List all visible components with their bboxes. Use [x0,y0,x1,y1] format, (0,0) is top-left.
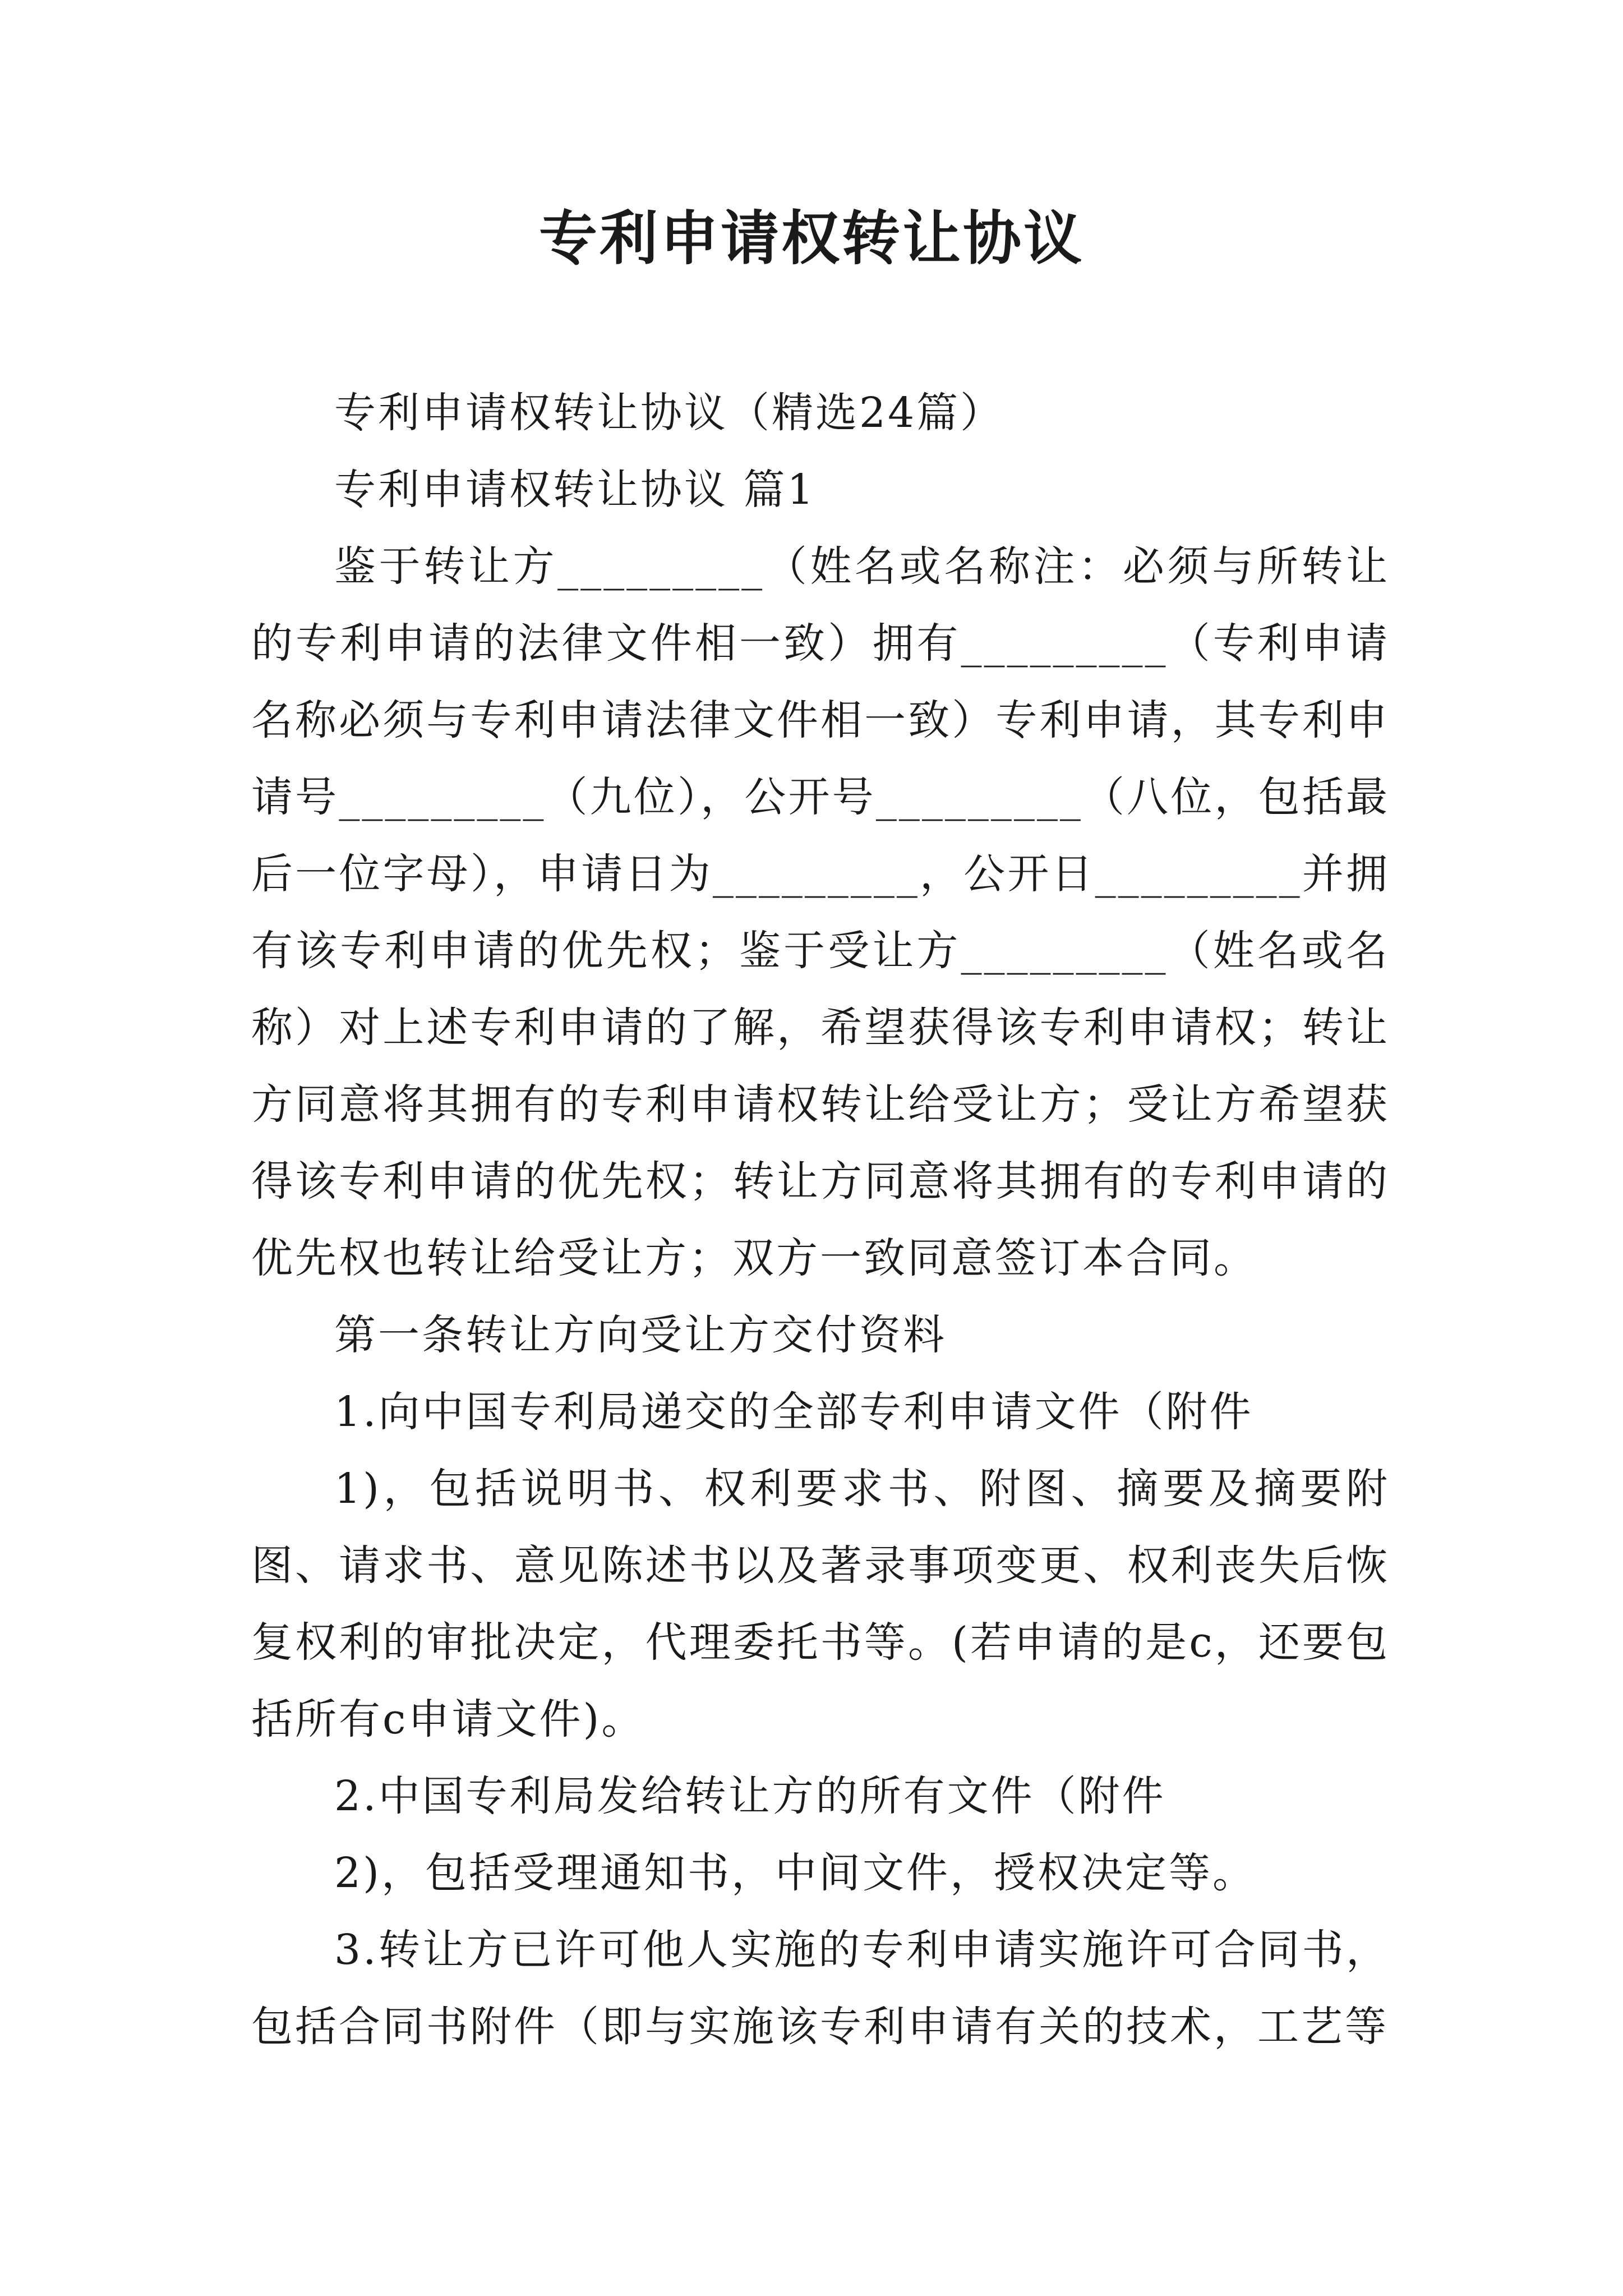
paragraph-subtitle: 专利申请权转让协议（精选24篇） [334,389,1004,437]
document-body [251,375,1390,2065]
paragraph-item-2: 2.中国专利局发给转让方的所有文件（附件 [334,1772,1166,1820]
paragraph-article-one: 第一条转让方向受让方交付资料 [334,1311,947,1359]
paragraph-recitals: 鉴于转让方_________（姓名或名称注：必须与所转让的专利申请的法律文件相一致）拥有_________（专利申请名称必须与专利申请法律文件相一致）专利申请，其专利申请号_________（九位），公开号_________（八位，包括最后一位字母），申请日为_________，公开日_________并拥有该专利申请的优先权；鉴于受让方_________（姓名或名称）对上述专利申请的了解，希望获得该专利申请权；转让方同意将其拥有的专利申请权转让给受让方；受让方希望获得该专利申请的优先权；转让方同意将其拥有的专利申请的优先权也转让给受让方；双方一致同意签订本合同。 [251,542,1390,1282]
paragraph-item-3: 3.转让方已许可他人实施的专利申请实施许可合同书，包括合同书附件（即与实施该专利申请有关的技术，工艺等 [251,1926,1390,2051]
paragraph-section-heading: 专利申请权转让协议 篇1 [334,466,816,514]
paragraph-item-1-continued: 1)，包括说明书、权利要求书、附图、摘要及摘要附图、请求书、意见陈述书以及著录事项变更、权利丧失后恢复权利的审批决定，代理委托书等。(若申请的是c，还要包括所有c申请文件)。 [251,1465,1390,1743]
paragraph-item-1: 1.向中国专利局递交的全部专利申请文件（附件 [334,1388,1253,1436]
document-title: 专利申请权转让协议 [538,204,1084,273]
paragraph-item-2-continued: 2)，包括受理通知书，中间文件，授权决定等。 [334,1849,1256,1897]
